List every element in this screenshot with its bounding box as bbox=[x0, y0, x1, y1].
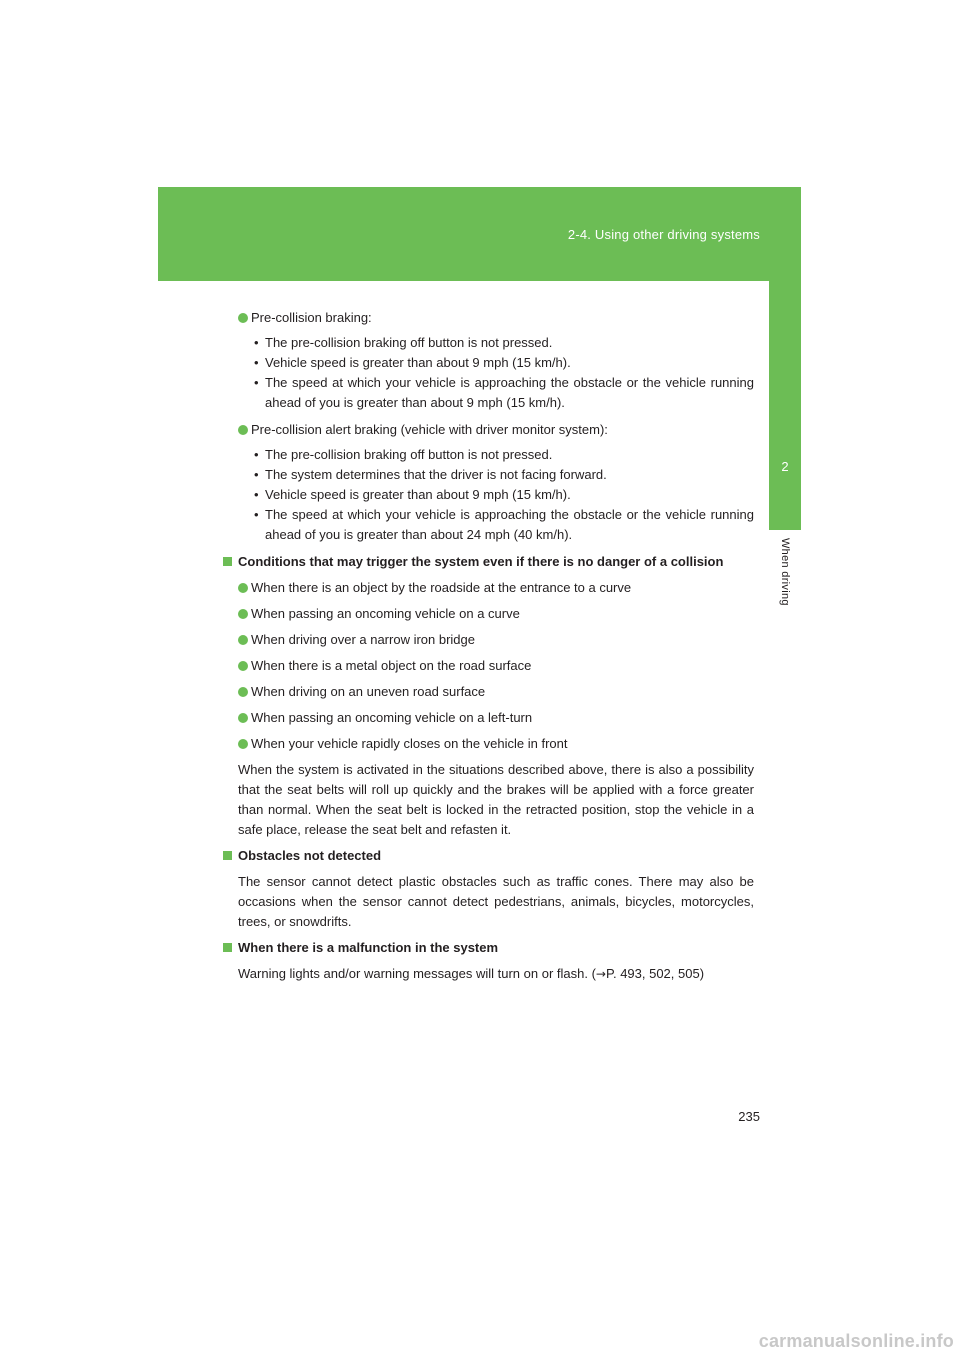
bullet-mark-icon: • bbox=[254, 507, 259, 522]
chapter-number: 2 bbox=[781, 459, 789, 474]
list-item: • The system determines that the driver is not facing forward. bbox=[238, 465, 754, 485]
list-item: When passing an oncoming vehicle on a curve bbox=[238, 604, 754, 624]
bullet-dot-icon bbox=[238, 635, 248, 645]
square-bullet-icon bbox=[223, 851, 232, 860]
conditions-paragraph: When the system is activated in the situations described above, there is also a possibility that the seat belts will roll up quickly and the brakes will be applied with a force greater than normal. When the seat belt is locked in the retracted position, stop the vehicle in a safe place, release the seat belt and refasten it. bbox=[238, 762, 754, 837]
bullet-dot-icon bbox=[238, 583, 248, 593]
bullet-mark-icon: • bbox=[254, 447, 259, 462]
section-title: 2-4. Using other driving systems bbox=[567, 227, 760, 242]
malfunction-text: Warning lights and/or warning messages will turn on or flash. (→P. 493, 502, 505) bbox=[238, 966, 705, 981]
bullet-mark-icon: • bbox=[254, 335, 259, 350]
page-content bbox=[238, 308, 754, 990]
list-item: When there is an object by the roadside at the entrance to a curve bbox=[238, 578, 754, 598]
bullet-mark-icon: • bbox=[254, 467, 259, 482]
header-band bbox=[158, 187, 801, 281]
list-item: • The pre-collision braking off button is not pressed. bbox=[238, 445, 754, 465]
conditions-heading: Conditions that may trigger the system even if there is no danger of a collision bbox=[238, 552, 754, 572]
precollision-braking-heading: Pre-collision braking: bbox=[238, 308, 754, 328]
list-item: When driving on an uneven road surface bbox=[238, 682, 754, 702]
list-item: When driving over a narrow iron bridge bbox=[238, 630, 754, 650]
page-number: 235 bbox=[738, 1109, 760, 1124]
bullet-dot-icon bbox=[238, 661, 248, 671]
chapter-tab bbox=[769, 281, 801, 530]
list-item: • Vehicle speed is greater than about 9 mph (15 km/h). bbox=[238, 485, 754, 505]
bullet-dot-icon bbox=[238, 425, 248, 435]
obstacles-paragraph: The sensor cannot detect plastic obstacles such as traffic cones. There may also be occasions when the sensor cannot detect pedestrians, animals, bicycles, motorcycles, trees, or snowdrifts. bbox=[238, 874, 754, 929]
alert-braking-conditions bbox=[238, 445, 754, 545]
bullet-dot-icon bbox=[238, 687, 248, 697]
list-item: • The pre-collision braking off button is not pressed. bbox=[238, 333, 754, 353]
square-bullet-icon bbox=[223, 557, 232, 566]
obstacles-heading: Obstacles not detected bbox=[238, 846, 754, 866]
malfunction-heading: When there is a malfunction in the system bbox=[238, 938, 754, 958]
list-item: • The speed at which your vehicle is approaching the obstacle or the vehicle running ahead of you is greater than about 9 mph (15 km/h). bbox=[254, 375, 754, 410]
bullet-dot-icon bbox=[238, 739, 248, 749]
watermark: carmanualsonline.info bbox=[758, 1331, 954, 1351]
page-reference-link[interactable]: P. 493, 502, 505) bbox=[605, 966, 705, 981]
list-item: • Vehicle speed is greater than about 9 mph (15 km/h). bbox=[238, 353, 754, 373]
bullet-mark-icon: • bbox=[254, 355, 259, 370]
bullet-mark-icon: • bbox=[254, 375, 259, 390]
bullet-dot-icon bbox=[238, 609, 248, 619]
arrow-right-icon: → bbox=[595, 967, 606, 981]
chapter-title: When driving bbox=[779, 538, 791, 606]
bullet-mark-icon: • bbox=[254, 487, 259, 502]
bullet-dot-icon bbox=[238, 313, 248, 323]
precollision-braking-conditions bbox=[238, 333, 754, 413]
bullet-dot-icon bbox=[238, 713, 248, 723]
alert-braking-heading: Pre-collision alert braking (vehicle with driver monitor system): bbox=[238, 420, 754, 440]
list-item: When there is a metal object on the road surface bbox=[238, 656, 754, 676]
list-item: When passing an oncoming vehicle on a left-turn bbox=[238, 708, 754, 728]
square-bullet-icon bbox=[223, 943, 232, 952]
list-item: When your vehicle rapidly closes on the vehicle in front bbox=[238, 734, 754, 754]
list-item: • The speed at which your vehicle is approaching the obstacle or the vehicle running ahead of you is greater than about 24 mph (40 km/h). bbox=[254, 507, 754, 542]
